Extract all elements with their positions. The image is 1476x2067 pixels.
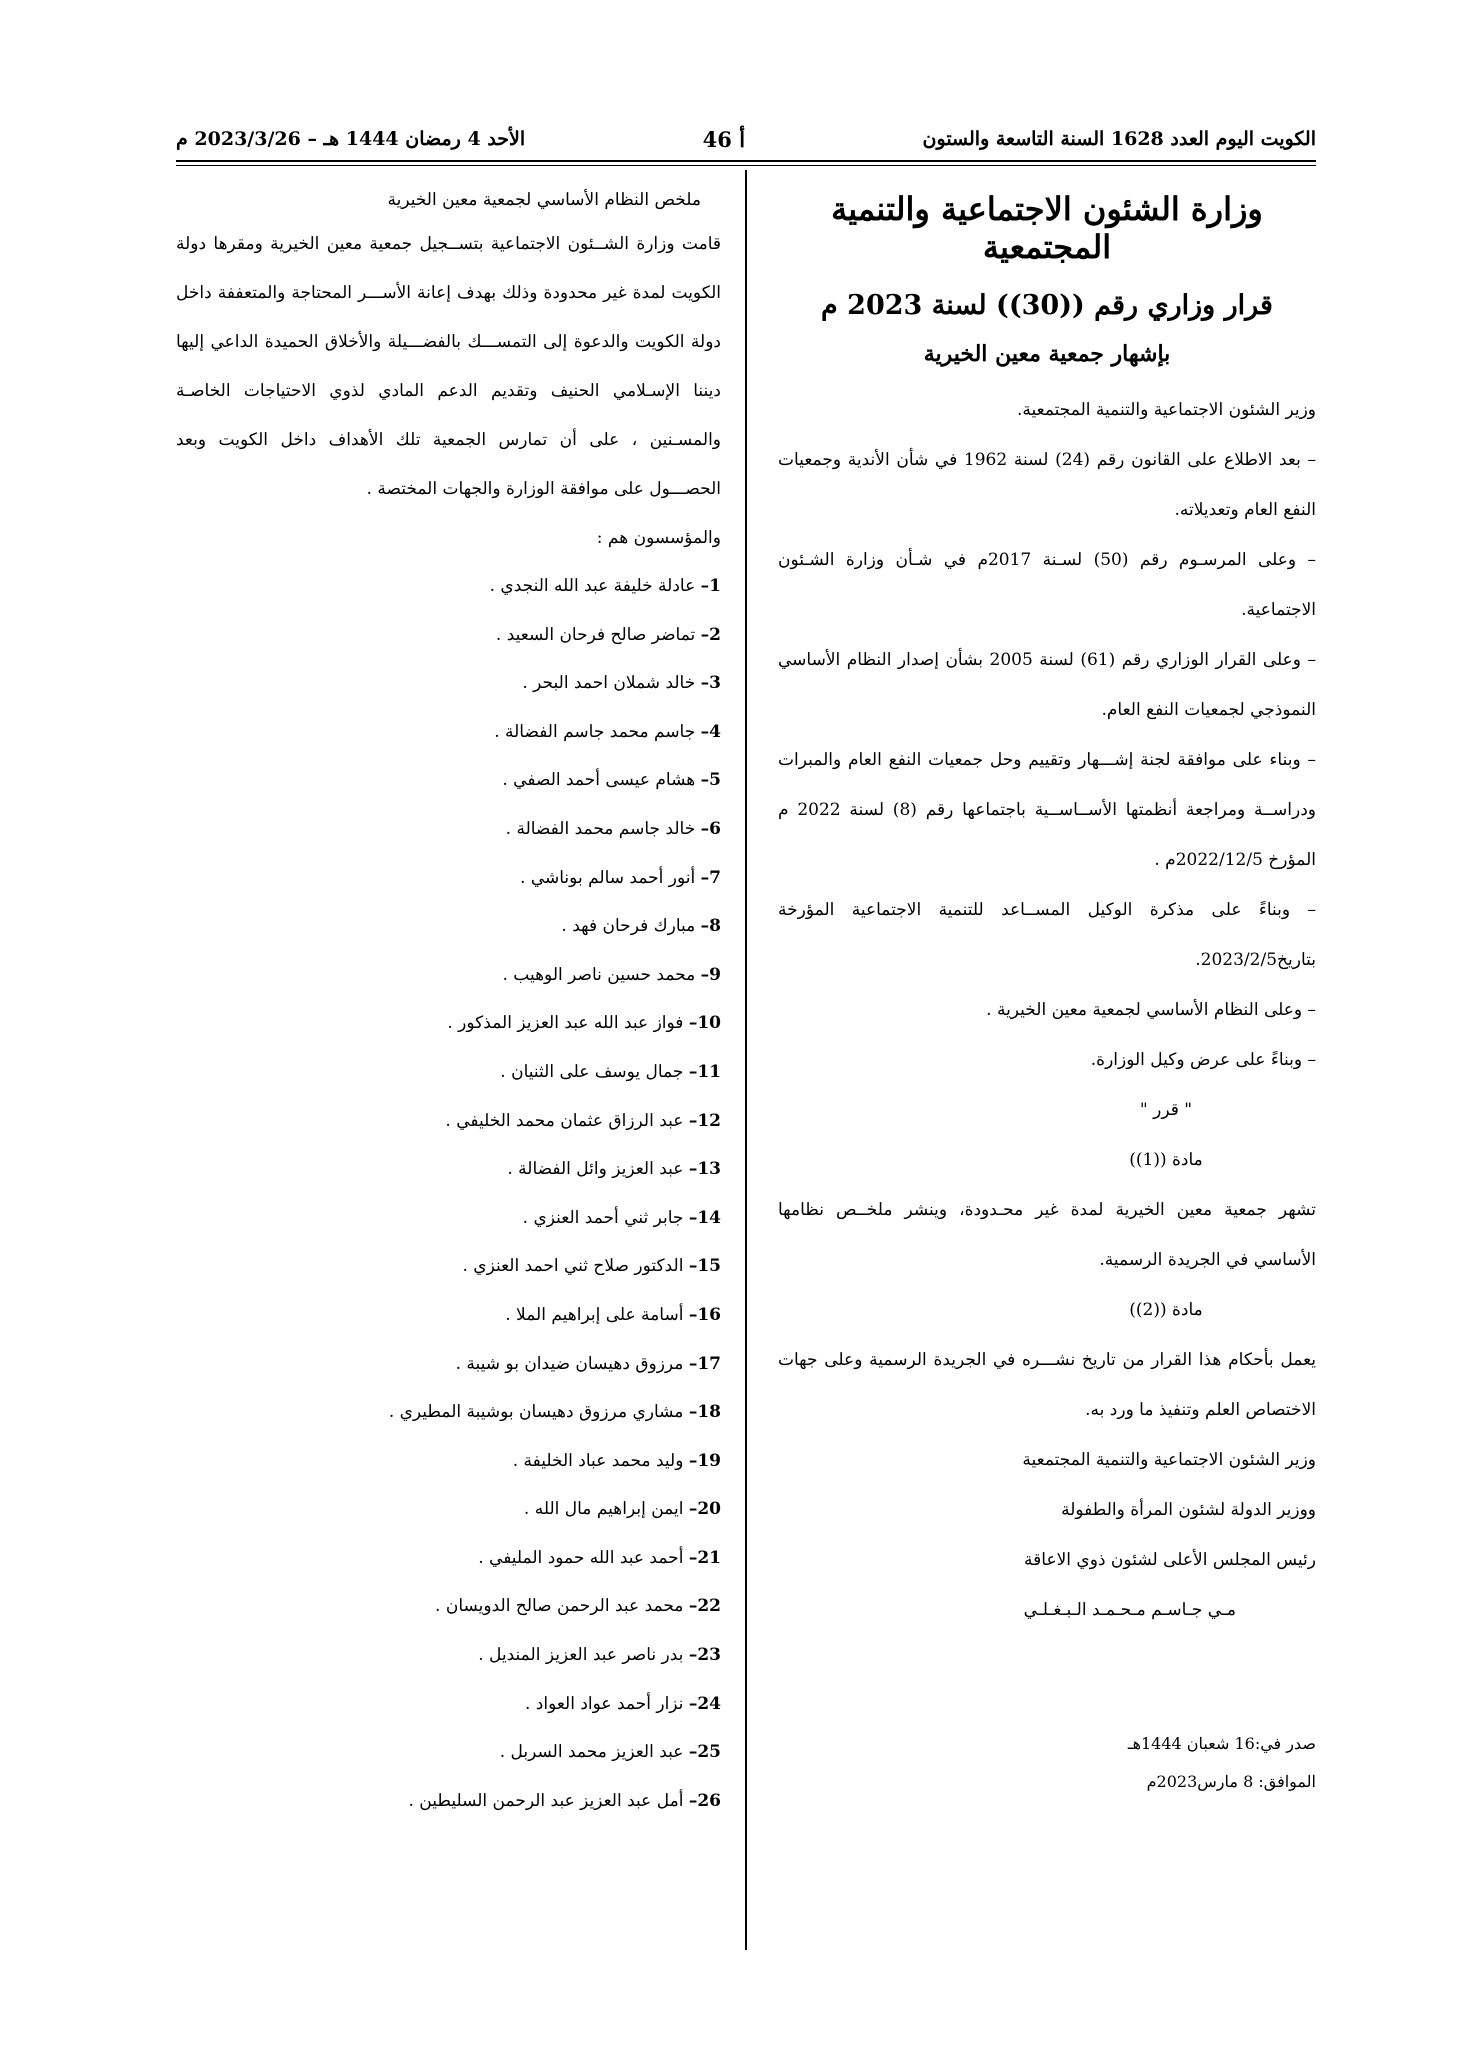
founder-name: ايمن إبراهيم مال الله . <box>523 1499 684 1520</box>
preamble-item: – وعلى المرسـوم رقم (50) لسـنة 2017م في شـأن وزارة الشـئون الاجتماعية. <box>778 550 1316 620</box>
founder-item <box>176 562 721 611</box>
founder-number: 23– <box>688 1645 721 1666</box>
founder-item <box>176 756 721 805</box>
founder-item <box>176 805 721 854</box>
founder-name: أنور أحمد سالم بوناشي . <box>520 867 696 888</box>
founder-name: جمال يوسف على الثنيان . <box>500 1061 684 1082</box>
founder-name: مشاري مرزوق دهيسان بوشيبة المطيري . <box>388 1402 684 1423</box>
founder-item <box>176 1242 721 1291</box>
founder-item <box>176 1291 721 1340</box>
founder-name: مبارك فرحان فهد . <box>561 916 696 937</box>
founder-number: 14– <box>688 1207 721 1228</box>
founder-item <box>176 902 721 951</box>
founder-item <box>176 1777 721 1826</box>
founder-name: عبد العزيز محمد السربل . <box>499 1742 684 1763</box>
founder-number: 15– <box>688 1256 721 1277</box>
founder-number: 12– <box>688 1110 721 1131</box>
founder-item <box>176 611 721 660</box>
decision-title: قرار وزاري رقم ((30)) لسنة 2023 م <box>821 290 1273 321</box>
founder-number: 7– <box>700 867 721 888</box>
founder-name: بدر ناصر عبد العزيز المنديل . <box>478 1645 684 1666</box>
founder-number: 13– <box>688 1159 721 1180</box>
founder-item <box>176 1534 721 1583</box>
founder-number: 9– <box>700 964 721 985</box>
issue-date-block <box>778 1725 1316 1801</box>
signature-line: وزير الشئون الاجتماعية والتنمية المجتمعية <box>1022 1450 1316 1470</box>
founder-name: جابر ثني أحمد العنزي . <box>522 1207 684 1228</box>
preamble-item: – بعد الاطلاع على القانون رقم (24) لسنة 1962 في شأن الأندية وجمعيات النفع العام وتعديلاته. <box>778 450 1317 520</box>
decision-subject: بإشهار جمعية معين الخيرية <box>923 341 1171 367</box>
article-2-text: يعمل بأحكام هذا القرار من تاريخ نشـــره في الجريدة الرسمية وعلى جهات الاختصاص العلم وتنفيذ ما ورد به. <box>778 1350 1316 1420</box>
founder-item <box>176 1631 721 1680</box>
ministry-heading: وزارة الشئون الاجتماعية والتنمية المجتمعية <box>831 190 1263 266</box>
founder-name: عادلة خليفة عبد الله النجدي . <box>489 576 696 596</box>
founder-number: 5– <box>700 770 721 791</box>
founder-number: 25– <box>688 1742 721 1763</box>
founder-name: فواز عبد الله عبد العزيز المذكور . <box>447 1013 684 1034</box>
article-1-text: تشهر جمعية معين الخيرية لمدة غير محـدودة، وينشر ملخــص نظامها الأساسي في الجريدة الرسمية. <box>778 1200 1316 1270</box>
founder-item <box>176 1340 721 1389</box>
founder-name: تماضر صالح فرحان السعيد . <box>495 624 696 645</box>
preamble-item: – وبناءً على عرض وكيل الوزارة. <box>1090 1050 1316 1070</box>
founder-name: أسامة على إبراهيم الملا . <box>505 1304 684 1325</box>
founder-name: خالد جاسم محمد الفضالة . <box>505 818 696 839</box>
founder-number: 18– <box>688 1402 721 1423</box>
founders-list <box>176 562 721 1825</box>
founder-number: 6– <box>700 818 721 839</box>
founder-item <box>176 1485 721 1534</box>
header-issue: الكويت اليوم العدد 1628 السنة التاسعة والستون <box>922 128 1316 150</box>
header-page-number: أ 46 <box>702 126 746 152</box>
founder-name: محمد عبد الرحمن صالح الدويسان . <box>435 1596 684 1617</box>
founder-name: عبد العزيز وائل الفضالة . <box>507 1159 684 1180</box>
preamble-item: – وبناء على موافقة لجنة إشـــهار وتقييم وحل جمعيات النفع العام والمبرات ودراســة ومراجعة أنظمتها الأســاســية باجتماعها رقم (8) لسنة 2022 م المؤرخ 2022/12/5م . <box>778 750 1317 870</box>
founder-item <box>176 1388 721 1437</box>
founder-number: 24– <box>688 1693 721 1714</box>
signature-line: رئيس المجلس الأعلى لشئون ذوي الاعاقة <box>1024 1550 1316 1570</box>
founder-name: خالد شملان احمد البحر . <box>522 673 696 694</box>
founder-number: 8– <box>700 916 721 937</box>
founder-name: أحمد عبد الله حمود المليفي . <box>478 1547 684 1568</box>
header-date: الأحد 4 رمضان 1444 هـ – 2023/3/26 م <box>176 128 526 150</box>
founder-item <box>176 1680 721 1729</box>
summary-title: ملخص النظام الأساسي لجمعية معين الخيرية <box>387 190 701 210</box>
founder-number: 10– <box>688 1013 721 1034</box>
founder-item <box>176 1194 721 1243</box>
founder-number: 22– <box>688 1596 721 1617</box>
summary-column <box>176 180 721 1825</box>
founders-intro: والمؤسسون هم : <box>596 528 721 548</box>
founder-name: عبد الرزاق عثمان محمد الخليفي . <box>445 1110 684 1131</box>
founder-number: 19– <box>688 1450 721 1471</box>
founder-number: 20– <box>688 1499 721 1520</box>
founder-number: 11– <box>688 1061 721 1082</box>
article-1-title: مادة ((1)) <box>1129 1150 1203 1170</box>
founder-item <box>176 1582 721 1631</box>
preamble-item: وزير الشئون الاجتماعية والتنمية المجتمعية. <box>1016 400 1316 420</box>
founder-number: 4– <box>700 721 721 742</box>
decision-column <box>778 180 1316 1801</box>
page-header <box>176 122 1316 156</box>
founder-item <box>176 1097 721 1146</box>
founder-item <box>176 1048 721 1097</box>
founder-number: 1– <box>700 576 721 596</box>
founder-item <box>176 999 721 1048</box>
signature-line: ووزير الدولة لشئون المرأة والطفولة <box>1061 1500 1316 1520</box>
founder-number: 26– <box>688 1790 721 1811</box>
founder-name: نزار أحمد عواد العواد . <box>524 1693 684 1714</box>
preamble-item: – وعلى النظام الأساسي لجمعية معين الخيرية . <box>986 1000 1316 1020</box>
founder-item <box>176 659 721 708</box>
header-rule <box>176 160 1316 162</box>
preamble-item: – وبناءً على مذكرة الوكيل المســاعد للتنمية الاجتماعية المؤرخة بتاريخ2023/2/5. <box>778 900 1316 970</box>
founder-item <box>176 1437 721 1486</box>
issued-gregorian: الموافق: 8 مارس2023م <box>1146 1772 1316 1791</box>
column-divider <box>745 170 747 1950</box>
founder-item <box>176 1145 721 1194</box>
founder-number: 2– <box>700 624 721 645</box>
decided-heading: " قرر " <box>1139 1100 1193 1120</box>
founder-item <box>176 951 721 1000</box>
founder-name: أمل عبد العزيز عبد الرحمن السليطين . <box>408 1790 684 1811</box>
founder-number: 3– <box>700 673 721 694</box>
founder-number: 16– <box>688 1304 721 1325</box>
summary-text: قامت وزارة الشــئون الاجتماعية بتســجيل جمعية معين الخيرية ومقرها دولة الكويت لمدة غير محدودة وذلك بهدف إعانة الأســـر المحتاجة والمتعففة داخل دولة الكويت والدعوة إلى التمســـك بالفضـــيلة والأخلاق الحميدة الداعي إليها ديننا الإسـلامي الحنيف وتقديم الدعم المادي لذوي الاحتياجات الخاصـة والمسـنين ، على أن تمارس الجمعية تلك الأهداف داخل الكويت وبعد الحصـــول على موافقة الوزارة والجهات المختصة . <box>176 234 721 499</box>
founder-item <box>176 1728 721 1777</box>
header-rule-thin <box>176 165 1316 166</box>
decision-preamble <box>778 385 1316 1085</box>
founder-name: الدكتور صلاح ثني احمد العنزي . <box>462 1256 684 1277</box>
founder-number: 21– <box>688 1547 721 1568</box>
article-2-title: مادة ((2)) <box>1129 1300 1203 1320</box>
signature-block <box>778 1435 1316 1635</box>
founder-name: وليد محمد عباد الخليفة . <box>512 1450 684 1471</box>
founder-name: محمد حسين ناصر الوهيب . <box>502 964 696 985</box>
preamble-item: – وعلى القرار الوزاري رقم (61) لسنة 2005 بشأن إصدار النظام الأساسي النموذجي لجمعيات النفع العام. <box>778 650 1316 720</box>
founder-name: مرزوق دهيسان ضيدان بو شيبة . <box>455 1353 684 1374</box>
signatory-name: مـي جـاسـم مـحـمـد الـبـغـلـي <box>1023 1600 1236 1620</box>
founder-number: 17– <box>688 1353 721 1374</box>
founder-item <box>176 708 721 757</box>
issued-hijri: صدر في:16 شعبان 1444هـ <box>1127 1734 1316 1753</box>
founder-name: هشام عيسى أحمد الصفي . <box>502 770 696 791</box>
founder-item <box>176 854 721 903</box>
founder-name: جاسم محمد جاسم الفضالة . <box>494 721 696 742</box>
